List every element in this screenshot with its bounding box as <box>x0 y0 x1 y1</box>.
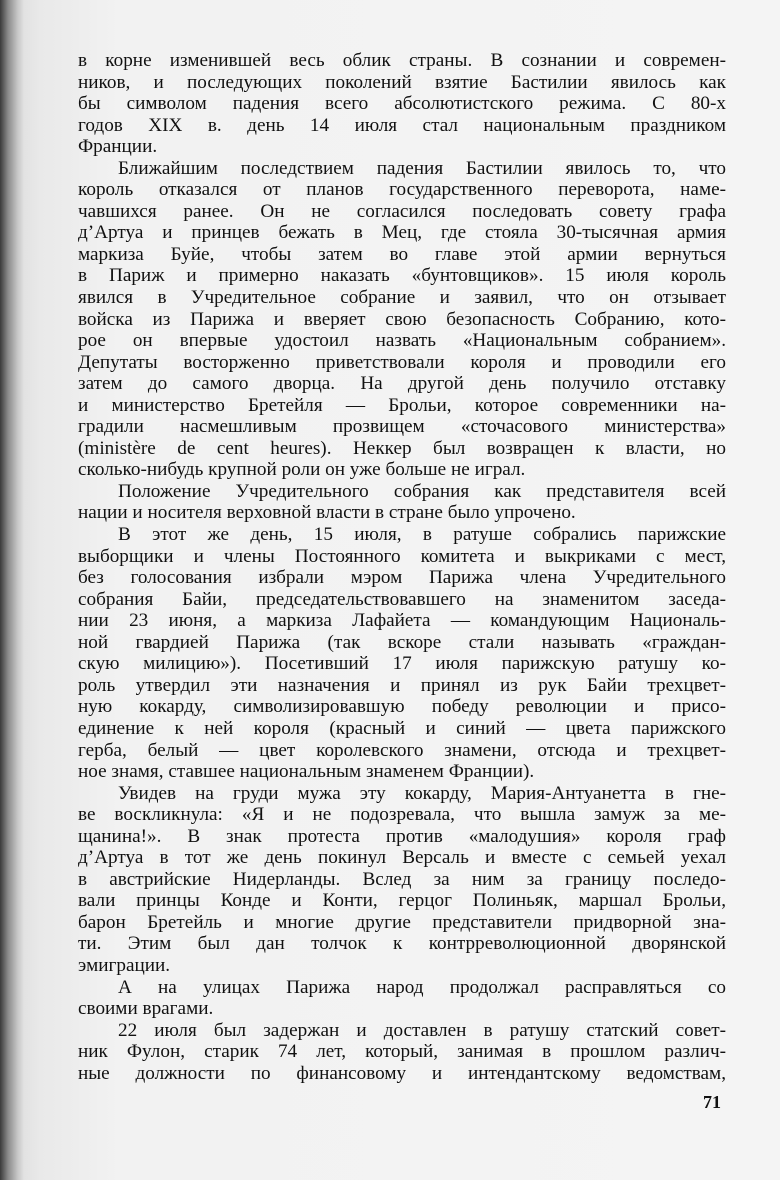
text-line: маркиза Буйе, чтобы затем во главе этой армии вернуться <box>78 243 726 265</box>
text-line: Франции. <box>78 136 158 158</box>
text-line: своими врагами. <box>78 998 214 1020</box>
text-line: Депутаты восторженно приветствовали короля и проводили его <box>78 351 726 373</box>
text-line: без голосования избрали мэром Парижа члена Учредительного <box>78 567 726 589</box>
text-line: градили насмешливым прозвищем «сточасового министерства» <box>78 416 726 438</box>
text-line: Увидев на груди мужа эту кокарду, Мария-Антуанетта в гне- <box>118 782 726 804</box>
text-line: вали принцы Конде и Конти, герцог Полиньяк, маршал Брольи, <box>78 890 726 912</box>
text-line: чавшихся ранее. Он не согласился последовать совету графа <box>78 200 726 222</box>
text-line: А на улицах Парижа народ продолжал расправляться со <box>118 976 726 998</box>
body-text <box>78 50 726 1084</box>
text-line: ные должности по финансовому и интендантскому ведомствам, <box>78 1062 726 1084</box>
text-line: ной гвардией Парижа (так вскоре стали называть «граждан- <box>78 631 726 653</box>
text-line: щанина!». В знак протеста против «малодушия» короля граф <box>78 825 726 847</box>
book-spine-shadow <box>0 0 24 1180</box>
text-line: собрания Байи, председательствовавшего на знаменитом заседа- <box>78 588 726 610</box>
text-line: ник Фулон, старик 74 лет, который, занимая в прошлом различ- <box>78 1041 726 1063</box>
text-line: 22 июля был задержан и доставлен в ратушу статский совет- <box>118 1019 726 1041</box>
text-line: нации и носителя верховной власти в стране было упрочено. <box>78 502 576 524</box>
text-line: роль утвердил эти назначения и принял из рук Байи трехцвет- <box>78 674 726 696</box>
text-line: ную кокарду, символизировавшую победу революции и присо- <box>78 696 726 718</box>
text-line: д’Артуа в тот же день покинул Версаль и вместе с семьей уехал <box>78 847 726 869</box>
text-line: ников, и последующих поколений взятие Бастилии явилось как <box>78 71 726 93</box>
text-line: эмиграции. <box>78 954 171 976</box>
text-line: сколько-нибудь крупной роли он уже больше не играл. <box>78 459 526 481</box>
text-line: Положение Учредительного собрания как представителя всей <box>118 480 726 502</box>
text-line: В этот же день, 15 июля, в ратуше собрались парижские <box>118 524 726 546</box>
text-line: герба, белый — цвет королевского знамени, отсюда и трехцвет- <box>78 739 726 761</box>
text-line: д’Артуа и принцев бежать в Мец, где стояла 30-тысячная армия <box>78 222 726 244</box>
text-line: ное знамя, ставшее национальным знаменем Франции). <box>78 761 535 783</box>
text-line: ве воскликнула: «Я и не подозревала, что вышла замуж за ме- <box>78 804 726 826</box>
text-line: барон Бретейль и многие другие представители придворной зна- <box>78 911 726 933</box>
text-line: в австрийские Нидерланды. Вслед за ним за границу последо- <box>78 868 726 890</box>
text-line: нии 23 июня, а маркиза Лафайета — командующим Националь- <box>78 610 726 632</box>
text-line: бы символом падения всего абсолютистского режима. С 80-х <box>78 93 726 115</box>
page-number: 71 <box>703 1092 721 1112</box>
text-line: в корне изменившей весь облик страны. В сознании и современ- <box>78 50 726 71</box>
text-line: (ministère de cent heures). Неккер был возвращен к власти, но <box>78 437 726 459</box>
text-line: ти. Этим был дан толчок к контрреволюционной дворянской <box>78 933 726 955</box>
text-line: войска из Парижа и вверяет свою безопасность Собранию, кото- <box>78 308 726 330</box>
text-line: годов XIX в. день 14 июля стал национальным праздником <box>78 114 726 136</box>
text-line: и министерство Бретейля — Брольи, которое современники на- <box>78 394 726 416</box>
text-line: затем до самого дворца. На другой день получило отставку <box>78 373 726 395</box>
text-line: рое он впервые удостоил назвать «Национальным собранием». <box>78 330 726 352</box>
text-line: выборщики и члены Постоянного комитета и выкриками с мест, <box>78 545 726 567</box>
text-line: король отказался от планов государственного переворота, наме- <box>78 179 726 201</box>
text-line: скую милицию»). Посетивший 17 июля парижскую ратушу ко- <box>78 653 726 675</box>
text-line: единение к ней короля (красный и синий — цвета парижского <box>78 717 726 739</box>
text-line: явился в Учредительное собрание и заявил, что он отзывает <box>78 287 726 309</box>
text-line: Ближайшим последствием падения Бастилии явилось то, что <box>118 157 726 179</box>
text-line: в Париж и примерно наказать «бунтовщиков». 15 июля король <box>78 265 726 287</box>
